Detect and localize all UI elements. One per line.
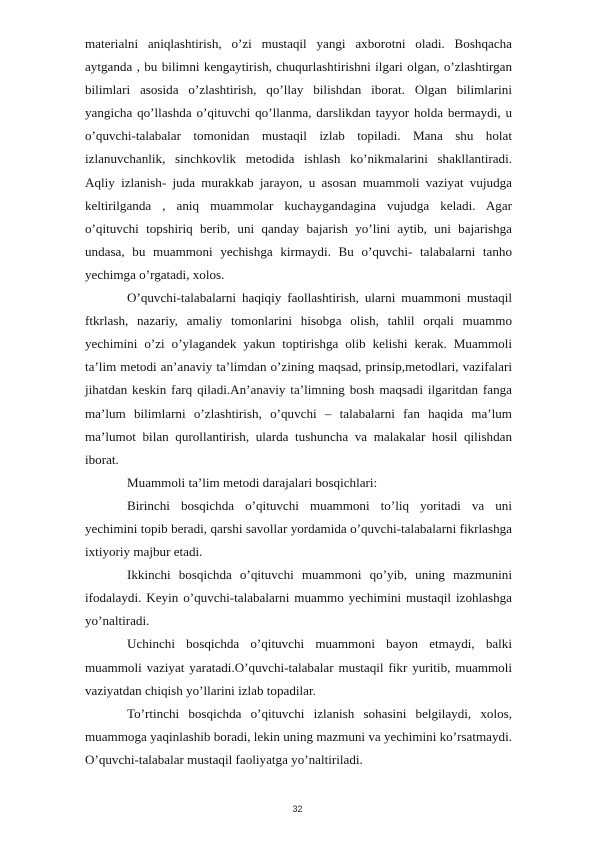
paragraph-stage-three: Uchinchi bosqichda o’qituvchi muammoni bayon etmaydi, balki muammoli vaziyat yaratadi.O’quvchi-talabalar mustaqil fikr yuritib, muammoli vaziyatdan chiqish yo’llarini izlab topadilar.	[85, 636, 512, 698]
paragraph-stages-heading: Muammoli ta’lim metodi darajalari bosqichlari:	[127, 474, 378, 490]
paragraph-stage-two: Ikkinchi bosqichda o’qituvchi muammoni qo’yib, uning mazmunini ifodalaydi. Keyin o’quvchi-talabalarni muammo yechimini mustaqil izohlashga yo’naltiradi.	[85, 567, 512, 629]
paragraph-stage-four: To’rtinchi bosqichda o’qituvchi izlanish sohasini belgilaydi, xolos, muammoga yaqinlashib boradi, lekin uning mazmuni va yechimini ko’rsatmaydi. O’quvchi-talabalar mustaqil faoliyatga yo’naltiriladi.	[85, 705, 512, 767]
document-page	[85, 32, 512, 771]
page-number: 32	[292, 804, 303, 814]
paragraph-stage-one: Birinchi bosqichda o’qituvchi muammoni to’liq yoritadi va uni yechimini topib beradi, qarshi savollar yordamida o’quvchi-talabalarni fikrlashga ixtiyoriy majbur etadi.	[85, 497, 512, 560]
paragraph-continuation: materialni aniqlashtirish, o’zi mustaqil yangi axborotni oladi. Boshqacha aytganda , bu bilimni kengaytirish, chuqurlashtirishni ilgari olgan, o’zlashtirgan bilimlari asosida o’zlashtirish, qo’llay bilishdan iborat. Olgan bilimlarini yangicha qo’llashda o’qituvchi qo’llanma, darslikdan tayyor holda bermaydi, u o’quvchi-talabalar tomonidan mustaqil izlab topiladi. Mana shu holat izlanuvchanlik, sinchkovlik metodida ishlash ko’nikmalarini shakllantiradi. Aqliy izlanish- juda murakkab jarayon, u asosan muammoli vaziyat vujudga keltirilganda , aniq muammolar kuchaygandagina vujudga keladi. Agar o’qituvchi topshiriq berib, uni qanday bajarish yo’lini aytib, uni bajarishga undasa, bu muammoni yechishga kirmaydi. Bu o’quvchi- talabalarni tanho yechimga o’rgatadi, xolos.	[85, 36, 512, 282]
paragraph-activation: O’quvchi-talabalarni haqiqiy faollashtirish, ularni muammoni mustaqil ftkrlash, nazariy, amaliy tomonlarini hisobga olish, tahlil orqali muammo yechimini o’zi o’ylagandek yakun toptirishga olib kelishi kerak. Muammoli ta’lim metodi an’anaviy ta’limdan o’zining maqsad, prinsip,metodlari, vazifalari jihatdan keskin farq qiladi.An’anaviy ta’limning bosh maqsadi ilgaritdan fanga ma’lum bilimlarni o’zlashtirish, o’quvchi – talabalarni fan haqida ma’lum ma’lumot bilan qurollantirish, ularda tushuncha va malakalar hosil qilishdan iborat.	[85, 290, 512, 467]
